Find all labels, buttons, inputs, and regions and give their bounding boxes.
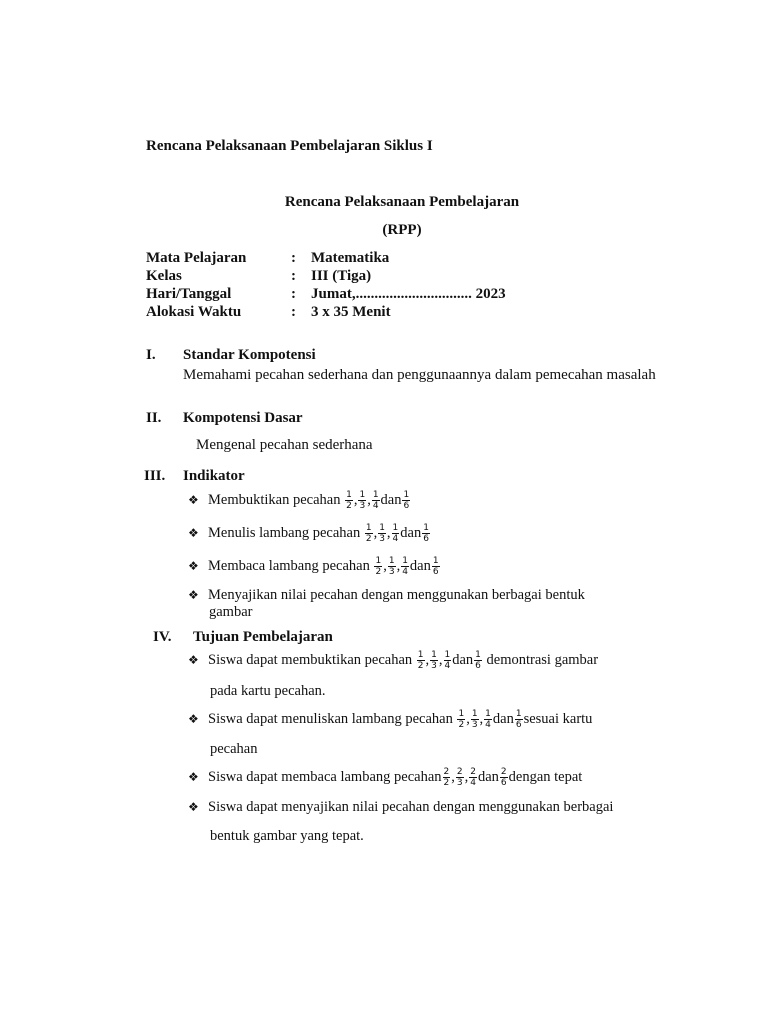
objective-text: Siswa dapat menyajikan nilai pecahan dengan menggunakan berbagai	[208, 799, 614, 815]
indicator-item-1: ❖ Membuktikan pecahan $\frac{1}{2}$ , $\frac{1}{3}$ , $\frac{1}{4}$ dan $\frac{1}{6}$	[188, 489, 410, 511]
indicator-text: Membuktikan pecahan	[208, 492, 341, 508]
bullet-icon: ❖	[188, 712, 199, 726]
fraction-1-3: $\frac{1}{3}$	[388, 555, 395, 577]
section-4-number: IV.	[153, 629, 172, 645]
fraction-1-3: $\frac{1}{3}$	[359, 489, 366, 511]
fraction-1-2: $\frac{1}{2}$	[346, 489, 352, 511]
indicator-item-3: ❖ Membaca lambang pecahan $\frac{1}{2}$ , $\frac{1}{3}$ , $\frac{1}{4}$ dan $\frac{1}{6}$	[188, 555, 439, 577]
objective-item-2: ❖ Siswa dapat menuliskan lambang pecahan $\frac{1}{2}$ , $\frac{1}{3}$ , $\frac{1}{4}$ dan $\frac{1}{6}$ sesuai kartu	[188, 708, 593, 730]
info-value: 3 x 35 Menit	[311, 304, 391, 320]
indicator-text: Menulis lambang pecahan	[208, 525, 361, 541]
fraction-1-6: $\frac{1}{6}$	[423, 522, 429, 544]
bullet-icon: ❖	[188, 588, 199, 602]
objective-text: Siswa dapat menuliskan lambang pecahan	[208, 711, 453, 727]
fraction-1-3: $\frac{1}{3}$	[379, 522, 385, 544]
indicator-item-4	[188, 586, 585, 604]
fraction-1-2: $\frac{1}{2}$	[375, 555, 382, 577]
objective-text-tail: sesuai kartu	[523, 711, 593, 727]
info-colon: :	[291, 304, 296, 320]
rpp-title: Rencana Pelaksanaan Pembelajaran	[284, 194, 520, 210]
section-1-text: Memahami pecahan sederhana dan penggunaannya dalam pemecahan masalah	[183, 367, 656, 383]
indicator-item-2: ❖ Menulis lambang pecahan $\frac{1}{2}$ , $\frac{1}{3}$ , $\frac{1}{4}$ dan $\frac{1}{6}$	[188, 522, 429, 544]
rpp-abbreviation: (RPP)	[382, 222, 422, 238]
info-label: Hari/Tanggal	[146, 286, 232, 302]
section-1-number: I.	[146, 347, 156, 363]
info-row-subject	[146, 249, 506, 267]
fraction-1-4: $\frac{1}{4}$	[402, 555, 408, 577]
objective-item-1: ❖ Siswa dapat membuktikan pecahan $\frac{1}{2}$ , $\frac{1}{3}$ , $\frac{1}{4}$ dan $\frac{1}{6}$ demontrasi gambar	[188, 649, 599, 671]
fraction-2-6: $\frac{2}{6}$	[500, 766, 507, 788]
bullet-icon: ❖	[188, 526, 199, 540]
fraction-1-3: $\frac{1}{3}$	[431, 649, 437, 671]
objective-item-2-continued: pecahan	[210, 741, 258, 757]
info-colon: :	[291, 286, 296, 302]
section-4-title: Tujuan Pembelajaran	[193, 629, 333, 645]
info-value: Jumat,............................... 2023	[311, 286, 506, 302]
fraction-1-4: $\frac{1}{4}$	[444, 649, 451, 671]
bullet-icon: ❖	[188, 559, 199, 573]
info-label: Mata Pelajaran	[146, 250, 247, 266]
section-3-number: III.	[144, 468, 166, 484]
fraction-1-4: $\frac{1}{4}$	[485, 708, 491, 730]
indicator-text: Membaca lambang pecahan	[208, 558, 370, 574]
section-2-text: Mengenal pecahan sederhana	[196, 437, 373, 453]
fraction-1-2: $\frac{1}{2}$	[458, 708, 465, 730]
objective-item-3: ❖ Siswa dapat membaca lambang pecahan $\frac{2}{2}$ , $\frac{2}{3}$ , $\frac{2}{4}$ dan $\frac{2}{6}$ dengan tepat	[188, 766, 583, 788]
objective-item-1-continued: pada kartu pecahan.	[210, 683, 326, 699]
objective-text-tail: demontrasi gambar	[486, 652, 599, 668]
bullet-icon: ❖	[188, 800, 199, 814]
fraction-2-2: $\frac{2}{2}$	[443, 766, 450, 788]
fraction-1-2: $\frac{1}{2}$	[365, 522, 372, 544]
indicator-text: Menyajikan nilai pecahan dengan menggunakan berbagai bentuk	[208, 587, 585, 603]
fraction-2-3: $\frac{2}{3}$	[456, 766, 463, 788]
fraction-1-4: $\frac{1}{4}$	[392, 522, 399, 544]
fraction-1-6: $\frac{1}{6}$	[432, 555, 439, 577]
objective-text: Siswa dapat membuktikan pecahan	[208, 652, 413, 668]
fraction-1-4: $\frac{1}{4}$	[372, 489, 379, 511]
info-colon: :	[291, 268, 296, 284]
fraction-1-6: $\frac{1}{6}$	[403, 489, 410, 511]
info-table	[146, 249, 506, 321]
bullet-icon: ❖	[188, 770, 199, 784]
fraction-1-3: $\frac{1}{3}$	[471, 708, 478, 730]
objective-item-4-continued: bentuk gambar yang tepat.	[210, 828, 364, 844]
info-row-time	[146, 303, 506, 321]
bullet-icon: ❖	[188, 653, 199, 667]
info-label: Kelas	[146, 268, 182, 284]
document-title: Rencana Pelaksanaan Pembelajaran Siklus I	[146, 138, 433, 154]
info-value: Matematika	[311, 250, 390, 266]
indicator-item-4-continued: gambar	[209, 604, 253, 620]
info-row-class	[146, 267, 506, 285]
info-value: III (Tiga)	[311, 268, 372, 284]
fraction-1-2: $\frac{1}{2}$	[417, 649, 424, 671]
section-1-title: Standar Kompotensi	[183, 347, 316, 363]
fraction-2-4: $\frac{2}{4}$	[470, 766, 476, 788]
bullet-icon: ❖	[188, 493, 199, 507]
objective-text-tail: dengan tepat	[508, 769, 583, 785]
info-label: Alokasi Waktu	[146, 304, 242, 320]
section-3-title: Indikator	[183, 468, 245, 484]
info-row-date	[146, 285, 506, 303]
fraction-1-6: $\frac{1}{6}$	[475, 649, 481, 671]
section-2-title: Kompotensi Dasar	[183, 410, 303, 426]
objective-text: Siswa dapat membaca lambang pecahan	[208, 769, 442, 785]
fraction-1-6: $\frac{1}{6}$	[515, 708, 522, 730]
section-2-number: II.	[146, 410, 162, 426]
objective-item-4	[188, 798, 613, 816]
info-colon: :	[291, 250, 296, 266]
